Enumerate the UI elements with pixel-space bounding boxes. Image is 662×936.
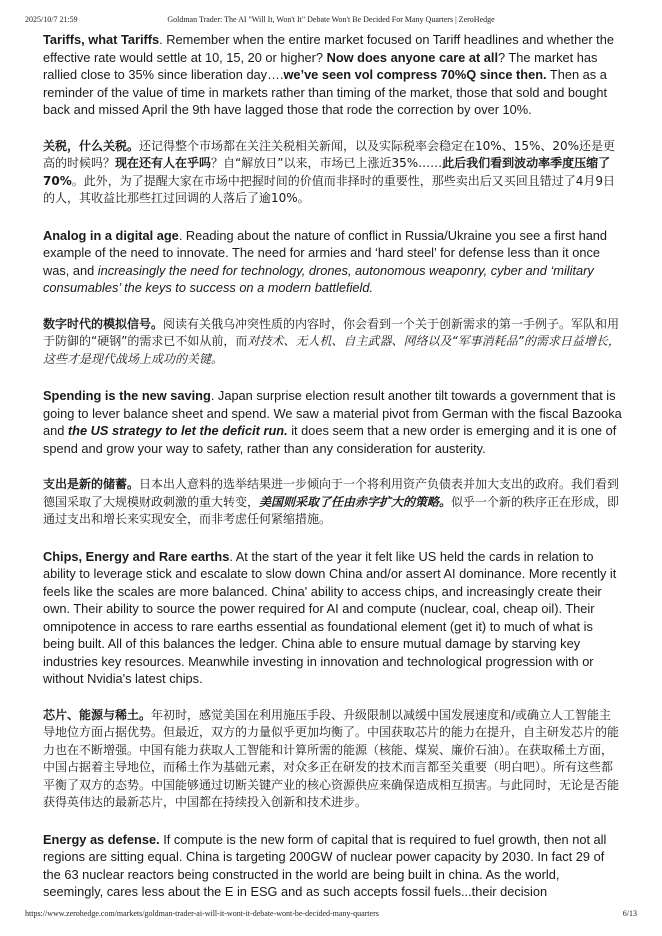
text-span: 还记得整个市场都在关注关税相关新闻，以及实际税率会稳定在10%、15%、20%还是更高的时候吗？	[43, 138, 616, 170]
paragraph-analog-zh	[43, 316, 623, 369]
print-footer	[0, 909, 662, 923]
paragraph-chips-en	[43, 548, 623, 688]
text-span: If compute is the new form of capital that is required to fuel growth, then not all regions are sitting equal. China is targeting 200GW of nuclear power capacity by 2030. In fact 29 of the 63 nuclear reactors being constructed in the world are being built in china. As the world, seemingly, cares less about the E in ESG and as such accepts fossil fuels...their decision	[43, 831, 607, 899]
bold-italic-span: 美国则采取了任由赤字扩大的策略。	[259, 494, 452, 509]
paragraph-energy-en	[43, 831, 623, 901]
heading-spending-zh: 支出是新的储蓄。	[43, 477, 140, 491]
paragraph-chips-zh	[43, 707, 623, 812]
text-span: . Remember when the entire market focused on Tariff headlines and whether the effective rate would settle at 10, 15, 20 or higher?	[43, 32, 614, 65]
heading-analog-en: Analog in a digital age	[43, 227, 179, 243]
text-span: Then as a reminder of the value of time in markets rather than timing of the market, those that sold and bought back and missed April the 9th have lagged those that rode the correction by over 10%.	[43, 67, 608, 117]
text-span: 日本出人意料的选举结果进一步倾向于一个将利用资产负债表并加大支出的政府。我们看到德国采取了大规模财政刺激的重大转变，	[43, 477, 620, 509]
print-header	[0, 15, 662, 29]
bold-span: Now does anyone care at all	[326, 49, 499, 65]
text-span: 年初时，感觉美国在利用施压手段、升级限制以减缓中国发展速度和/或确立人工智能主导地位方面占据优势。但最近，双方的力量似乎更加均衡了。中国获取芯片的能力在提升，自主研发芯片的能力也在不断增强。中国有能力获取人工智能和计算所需的能源（核能、煤炭、廉价石油）。在获取稀土方面，中国占据着主导地位，而稀土作为基础元素，对众多正在研发的技术而言都至关重要（明白吧）。所有这些都平衡了双方的态势。中国能够通过切断关键产业的核心资源供应来确保造成相互损害。与此同时，无论是否能获得英伟达的最新芯片，中国都在持续投入创新和技术进步。	[43, 707, 620, 809]
heading-chips-zh: 芯片、能源与稀土。	[43, 707, 152, 722]
heading-tariffs-zh: 关税，什么关税。	[43, 138, 140, 153]
text-span: 似乎一个新的秩序正在形成，即通过支出和增长来实现安全，而非考虑任何紧缩措施。	[43, 494, 620, 526]
bold-italic-span: the US strategy to let the deficit run.	[67, 423, 288, 438]
bold-span: 现在还有人在乎吗	[115, 156, 212, 170]
heading-spending-en: Spending is the new saving	[43, 388, 211, 403]
italic-span: increasingly the need for technology, drones, autonomous weaponry, cyber and ‘military consumables’ the keys to success on a modern battlefield.	[43, 262, 594, 295]
text-span: ? The market has rallied close to 35% since liberation day….	[43, 49, 598, 82]
bold-span: we’ve seen vol compress 70%Q since then.	[283, 67, 547, 82]
paragraph-spending-en	[43, 387, 623, 457]
text-span: . Reading about the nature of conflict in Russia/Ukraine you see a first hand example of the need to innovate. The need for armies and ‘hard steel’ for defense less than it once was, and	[43, 227, 608, 278]
text-span: ？自“解放日”以来，市场已上涨近35%……	[211, 156, 443, 170]
italic-span: 对技术、无人机、自主武器、网络以及“军事消耗品”的需求日益增长，这些才是现代战场上成功的关键。	[43, 334, 620, 366]
text-span: . Japan surprise election result another tilt towards a government that is going to lever balance sheet and spend. We saw a material pivot from German with the fiscal Bazooka and	[43, 388, 622, 438]
text-span: 。此外，为了提醒大家在市场中把握时间的价值而非择时的重要性，那些卖出后又买回且错过了4月9日的人，其收益比那些扛过回调的人落后了逾10%。	[43, 173, 616, 205]
text-span: 阅读有关俄乌冲突性质的内容时，你会看到一个关于创新需求的第一手例子。军队和用于防御的“硬钢”的需求已不如从前，而	[43, 316, 620, 348]
heading-energy-en: Energy as defense.	[43, 831, 160, 847]
article-body	[43, 31, 623, 920]
paragraph-analog-en	[43, 227, 623, 297]
paragraph-spending-zh	[43, 476, 623, 529]
print-title: Goldman Trader: The AI "Will It, Won't It" Debate Won't Be Decided For Many Quarters | ZeroHedge	[167, 15, 495, 24]
text-span: . At the start of the year it felt like US held the cards in relation to ability to leverage stick and escalate to slow down China and/or assert AI dominance. More recently it feels like the scales are more balanced. China' ability to access chips, and increasingly create their own. Their ability to source the power required for AI and compute (nuclear, coal, cheap oil). Their omnipotence in access to rare earths essential as foundational element (get it) to much of what is being built. All of this balances the ledger. China able to ensure mutual damage by starving key industries key resources. Meanwhile investing in innovation and technological progression with or without Nvidia's latest chips.	[43, 548, 617, 686]
heading-tariffs-en: Tariffs, what Tariffs	[43, 32, 160, 47]
print-date: 2025/10/7 21:59	[25, 15, 78, 24]
paragraph-tariffs-en	[43, 31, 623, 119]
heading-analog-zh: 数字时代的模拟信号。	[43, 316, 164, 331]
heading-chips-en: Chips, Energy and Rare earths	[43, 548, 230, 564]
paragraph-tariffs-zh	[43, 138, 623, 208]
print-url: https://www.zerohedge.com/markets/goldman-trader-ai-will-it-wont-it-debate-wont-be-decided-many-quarters	[25, 909, 379, 918]
bold-span: 此后我们看到波动率季度压缩了70%	[43, 156, 611, 188]
page-number: 6/13	[622, 909, 637, 918]
text-span: it does seem that a new order is emerging and it is one of spend and grow your way to safety, rather than any consideration for austerity.	[43, 423, 617, 456]
